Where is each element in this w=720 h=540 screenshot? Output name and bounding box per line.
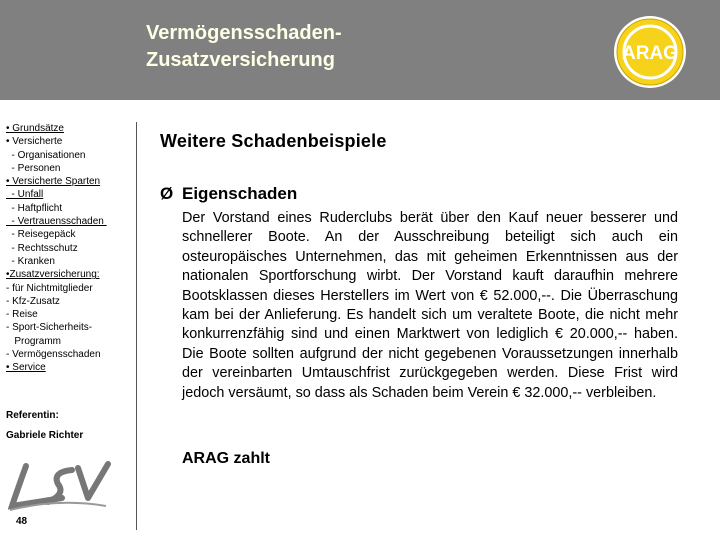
- sidebar-item: [6, 295, 134, 308]
- sidebar-link[interactable]: •Zusatzversicherung:: [6, 269, 100, 281]
- sidebar-link[interactable]: • Service: [6, 362, 46, 374]
- sidebar-item[interactable]: [6, 215, 134, 228]
- sidebar-item: [6, 282, 134, 295]
- sidebar-item[interactable]: [6, 188, 134, 201]
- sidebar-item: [6, 348, 134, 361]
- page-title: [146, 20, 342, 74]
- sidebar-item: [6, 321, 134, 334]
- closing-statement: ARAG zahlt: [182, 450, 270, 467]
- sidebar-item: [6, 135, 134, 148]
- sidebar-link[interactable]: - Unfall: [6, 189, 44, 201]
- lsv-logo: [8, 458, 112, 514]
- sidebar-item[interactable]: [6, 122, 134, 135]
- sidebar-item: [6, 228, 134, 241]
- sidebar-item: [6, 242, 134, 255]
- sidebar-item-label: - Kranken: [6, 255, 55, 267]
- arag-logo: [612, 14, 688, 90]
- sidebar-item[interactable]: [6, 361, 134, 374]
- sidebar-item: [6, 335, 134, 348]
- sidebar-item: [6, 255, 134, 268]
- sidebar-item[interactable]: [6, 268, 134, 281]
- sidebar-item-label: - Organisationen: [6, 149, 86, 161]
- sidebar-item: [6, 202, 134, 215]
- sidebar-link[interactable]: - Vertrauensschaden: [6, 216, 107, 228]
- sidebar-item-label: • Versicherte: [6, 136, 63, 148]
- sidebar-item-label: - Reisegepäck: [6, 229, 76, 241]
- section-heading: [160, 184, 297, 204]
- page-number: 48: [16, 516, 28, 527]
- sidebar-item-label: - Vermögensschaden: [6, 349, 101, 361]
- sidebar-item-label: Programm: [6, 335, 62, 347]
- sidebar-nav: [6, 122, 134, 375]
- sidebar-item: [6, 162, 134, 175]
- body-paragraph: Der Vorstand eines Ruderclubs berät über den Kauf neuer besserer und schnellerer Boote. An der Ausschreibung beteiligt sich auch ein osteuropäisches Unternehmen, das mit geheimen Erkenntnissen aus der nationalen Sportforschung wirbt. Der Vorstand kauft daraufhin mehrere Bootsklassen dieses Herstellers im Wert von € 52.000,--. Die Überraschung kam bei der Anlieferung. Es handelt sich um veraltete Boote, die nicht mehr konkurrenzfähig sind und einen Marktwert von lediglich € 20.000,-- haben. Die Boote sollten aufgrund der nicht gegebenen Voraussetzungen innerhalb der vereinbarten Umtauschfrist zurückgegeben werden. Diese Frist wird jedoch versäumt, so dass als Schaden beim Verein € 32.000,-- verbleiben.: [182, 210, 678, 401]
- title-line-2: Zusatzversicherung: [146, 49, 335, 71]
- sidebar-item-label: - Reise: [6, 309, 38, 321]
- sidebar-item-label: - Haftpflicht: [6, 202, 63, 214]
- slide-heading: Weitere Schadenbeispiele: [160, 131, 387, 151]
- section-title: Eigenschaden: [182, 184, 298, 203]
- header-band: [0, 0, 720, 100]
- arrow-bullet-icon: Ø: [160, 184, 174, 203]
- title-line-1: Vermögensschaden-: [146, 22, 342, 44]
- logo-text: ARAG: [622, 43, 678, 64]
- sidebar-item-label: - für Nichtmitglieder: [6, 282, 93, 294]
- sidebar-item-label: - Kfz-Zusatz: [6, 295, 60, 307]
- sidebar-item[interactable]: [6, 175, 134, 188]
- referent-label: Referentin:: [6, 410, 59, 421]
- sidebar-item: [6, 308, 134, 321]
- sidebar-item: [6, 149, 134, 162]
- sidebar-item-label: - Rechtsschutz: [6, 242, 78, 254]
- referent-name: Gabriele Richter: [6, 430, 84, 441]
- sidebar-item-label: - Personen: [6, 162, 61, 174]
- sidebar-link[interactable]: • Versicherte Sparten: [6, 176, 101, 188]
- sidebar-item-label: - Sport-Sicherheits-: [6, 322, 93, 334]
- sidebar-link[interactable]: • Grundsätze: [6, 123, 64, 134]
- sidebar-divider: [136, 122, 137, 530]
